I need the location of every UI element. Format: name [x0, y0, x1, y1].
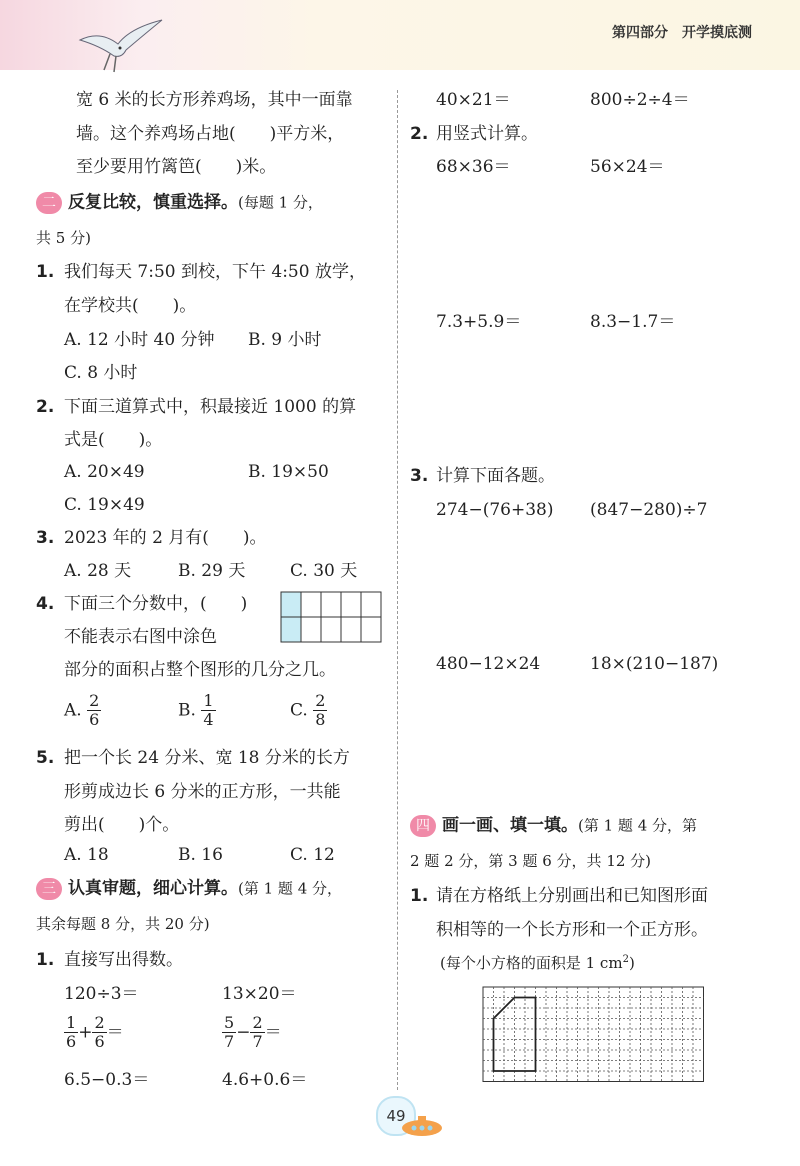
- s4q1-number: 1.: [410, 886, 429, 906]
- q5-text-3: 剪出( )个。: [64, 815, 180, 835]
- q5-text-1: 把一个长 24 分米、宽 18 分米的长方: [64, 748, 350, 768]
- fraction-expression-2: [222, 1014, 282, 1052]
- section-title: 反复比较，慎重选择。: [68, 192, 238, 213]
- continued-line-3: 至少要用竹篱笆( )米。: [76, 157, 277, 177]
- section-badge: 四: [410, 815, 436, 837]
- expression-r2: 800÷2÷4＝: [590, 90, 690, 110]
- fraction-numerator: 5: [224, 1013, 235, 1032]
- calc-1: 274−(76+38): [436, 500, 554, 520]
- grid-cell: [301, 617, 321, 642]
- q4-option-a: [64, 692, 101, 730]
- q2-number: 2.: [36, 397, 55, 417]
- q1-option-a: A. 12 小时 40 分钟: [64, 330, 215, 350]
- section-note: (第 1 题 4 分，: [238, 879, 343, 898]
- grid-cell-shaded: [281, 592, 301, 617]
- fraction-numerator: 2: [89, 691, 100, 710]
- column-divider: [397, 90, 398, 1090]
- header-part: 第四部分: [612, 25, 668, 41]
- grid-cell: [341, 592, 361, 617]
- fraction: [250, 1014, 264, 1052]
- q2-option-c: C. 19×49: [64, 495, 145, 515]
- grid-cell: [361, 592, 381, 617]
- q4-option-c: [290, 692, 327, 730]
- q1-text-1: 我们每天 7:50 到校，下午 4:50 放学，: [64, 262, 366, 282]
- fraction-expression-1: [64, 1014, 124, 1052]
- q5-number: 5.: [36, 748, 55, 768]
- q1-text-2: 在学校共( )。: [64, 296, 197, 316]
- q2-option-a: A. 20×49: [64, 462, 145, 482]
- r-q2-text: 用竖式计算。: [436, 124, 538, 144]
- header-title: [612, 22, 752, 42]
- fraction-numerator: 1: [203, 691, 214, 710]
- vertical-calc-4: 8.3−1.7＝: [590, 312, 676, 332]
- vertical-calc-2: 56×24＝: [590, 157, 665, 177]
- section-4-note-2: 2 题 2 分，第 3 题 6 分，共 12 分): [410, 852, 652, 870]
- fraction-numerator: 2: [315, 691, 326, 710]
- q4-option-a-label: A.: [64, 700, 82, 721]
- q4-number: 4.: [36, 594, 55, 614]
- q4-option-c-label: C.: [290, 700, 308, 721]
- fraction-grid-figure: [279, 591, 383, 643]
- s3q1-text: 直接写出得数。: [64, 950, 183, 970]
- q3-option-b: B. 29 天: [178, 561, 246, 581]
- q2-option-b: B. 19×50: [248, 462, 329, 482]
- expression-6: 4.6+0.6＝: [222, 1070, 308, 1090]
- q5-text-2: 形剪成边长 6 分米的正方形，一共能: [64, 782, 341, 802]
- operator: −: [236, 1022, 251, 1043]
- drawing-grid-paper: [482, 986, 708, 1082]
- calc-2: (847−280)÷7: [590, 500, 708, 520]
- grid-border: [483, 987, 704, 1082]
- equals: ＝: [106, 1022, 124, 1043]
- q4-text-1: 下面三个分数中，( ): [64, 594, 248, 614]
- calc-3: 480−12×24: [436, 654, 541, 674]
- equals: ＝: [264, 1022, 282, 1043]
- r-q3-text: 计算下面各题。: [436, 466, 555, 486]
- operator: +: [78, 1022, 93, 1043]
- q1-option-b: B. 9 小时: [248, 330, 322, 350]
- section-badge: 三: [36, 878, 62, 900]
- section-title: 认真审题，细心计算。: [68, 878, 238, 899]
- fraction-2-6: [87, 692, 101, 730]
- fraction-denominator: 8: [315, 710, 326, 730]
- fraction-numerator: 2: [252, 1013, 263, 1032]
- q4-option-b: [178, 692, 216, 730]
- grid-cell: [301, 592, 321, 617]
- s4q1-text-3-end: ): [628, 954, 635, 972]
- q1-option-c: C. 8 小时: [64, 363, 138, 383]
- expression-2: 13×20＝: [222, 984, 297, 1004]
- seagull-icon: [70, 10, 170, 80]
- section-3-note-2: 其余每题 8 分，共 20 分): [36, 915, 210, 933]
- continued-line-2: 墙。这个养鸡场占地( )平方米，: [76, 124, 345, 144]
- page-number: 49: [376, 1096, 416, 1136]
- section-4-heading: [410, 815, 697, 837]
- q3-text: 2023 年的 2 月有( )。: [64, 528, 267, 548]
- continued-line-1: 宽 6 米的长方形养鸡场，其中一面靠: [76, 90, 353, 110]
- fraction: [222, 1014, 236, 1052]
- section-note: (每题 1 分，: [238, 193, 323, 212]
- q5-option-a: A. 18: [64, 845, 109, 865]
- vertical-calc-3: 7.3+5.9＝: [436, 312, 522, 332]
- q5-option-b: B. 16: [178, 845, 223, 865]
- expression-5: 6.5−0.3＝: [64, 1070, 150, 1090]
- superscript: 2: [622, 954, 629, 965]
- fraction: [92, 1014, 106, 1052]
- q2-text-1: 下面三道算式中，积最接近 1000 的算: [64, 397, 357, 417]
- section-2-note-2: 共 5 分): [36, 229, 91, 247]
- q4-text-2: 不能表示右图中涂色: [64, 627, 217, 647]
- submarine-icon: [398, 1110, 446, 1138]
- grid-cell: [321, 617, 341, 642]
- q3-number: 3.: [36, 528, 55, 548]
- header-subtitle: 开学摸底测: [682, 25, 752, 41]
- expression-r1: 40×21＝: [436, 90, 511, 110]
- fraction-denominator: 4: [203, 710, 214, 730]
- fraction-1-4: [201, 692, 215, 730]
- fraction-denominator: 6: [94, 1032, 105, 1052]
- section-note: (第 1 题 4 分，第: [578, 816, 698, 835]
- section-title: 画一画、填一填。: [442, 815, 578, 836]
- grid-cell-shaded: [281, 617, 301, 642]
- fraction-numerator: 1: [66, 1013, 77, 1032]
- q3-option-a: A. 28 天: [64, 561, 132, 581]
- fraction-numerator: 2: [94, 1013, 105, 1032]
- q2-text-2: 式是( )。: [64, 430, 163, 450]
- section-2-heading: [36, 192, 323, 214]
- section-badge: 二: [36, 192, 62, 214]
- s3q1-number: 1.: [36, 950, 55, 970]
- vertical-calc-1: 68×36＝: [436, 157, 511, 177]
- r-q2-number: 2.: [410, 124, 429, 144]
- q4-text-3: 部分的面积占整个图形的几分之几。: [64, 660, 336, 680]
- s4q1-text-1: 请在方格纸上分别画出和已知图形面: [436, 886, 708, 906]
- calc-4: 18×(210−187): [590, 654, 719, 674]
- q4-option-b-label: B.: [178, 700, 196, 721]
- section-3-heading: [36, 878, 342, 900]
- s4q1-text-3-main: (每个小方格的面积是 1 cm: [440, 954, 623, 972]
- q1-number: 1.: [36, 262, 55, 282]
- grid-cell: [361, 617, 381, 642]
- fraction: [64, 1014, 78, 1052]
- grid-cell: [321, 592, 341, 617]
- fraction-2-8: [313, 692, 327, 730]
- fraction-denominator: 7: [224, 1032, 235, 1052]
- s4q1-text-3: [440, 954, 635, 972]
- q3-option-c: C. 30 天: [290, 561, 358, 581]
- fraction-denominator: 7: [252, 1032, 263, 1052]
- grid-cell: [341, 617, 361, 642]
- fraction-denominator: 6: [89, 710, 100, 730]
- r-q3-number: 3.: [410, 466, 429, 486]
- expression-1: 120÷3＝: [64, 984, 139, 1004]
- s4q1-text-2: 积相等的一个长方形和一个正方形。: [436, 920, 708, 940]
- fraction-denominator: 6: [66, 1032, 77, 1052]
- q5-option-c: C. 12: [290, 845, 335, 865]
